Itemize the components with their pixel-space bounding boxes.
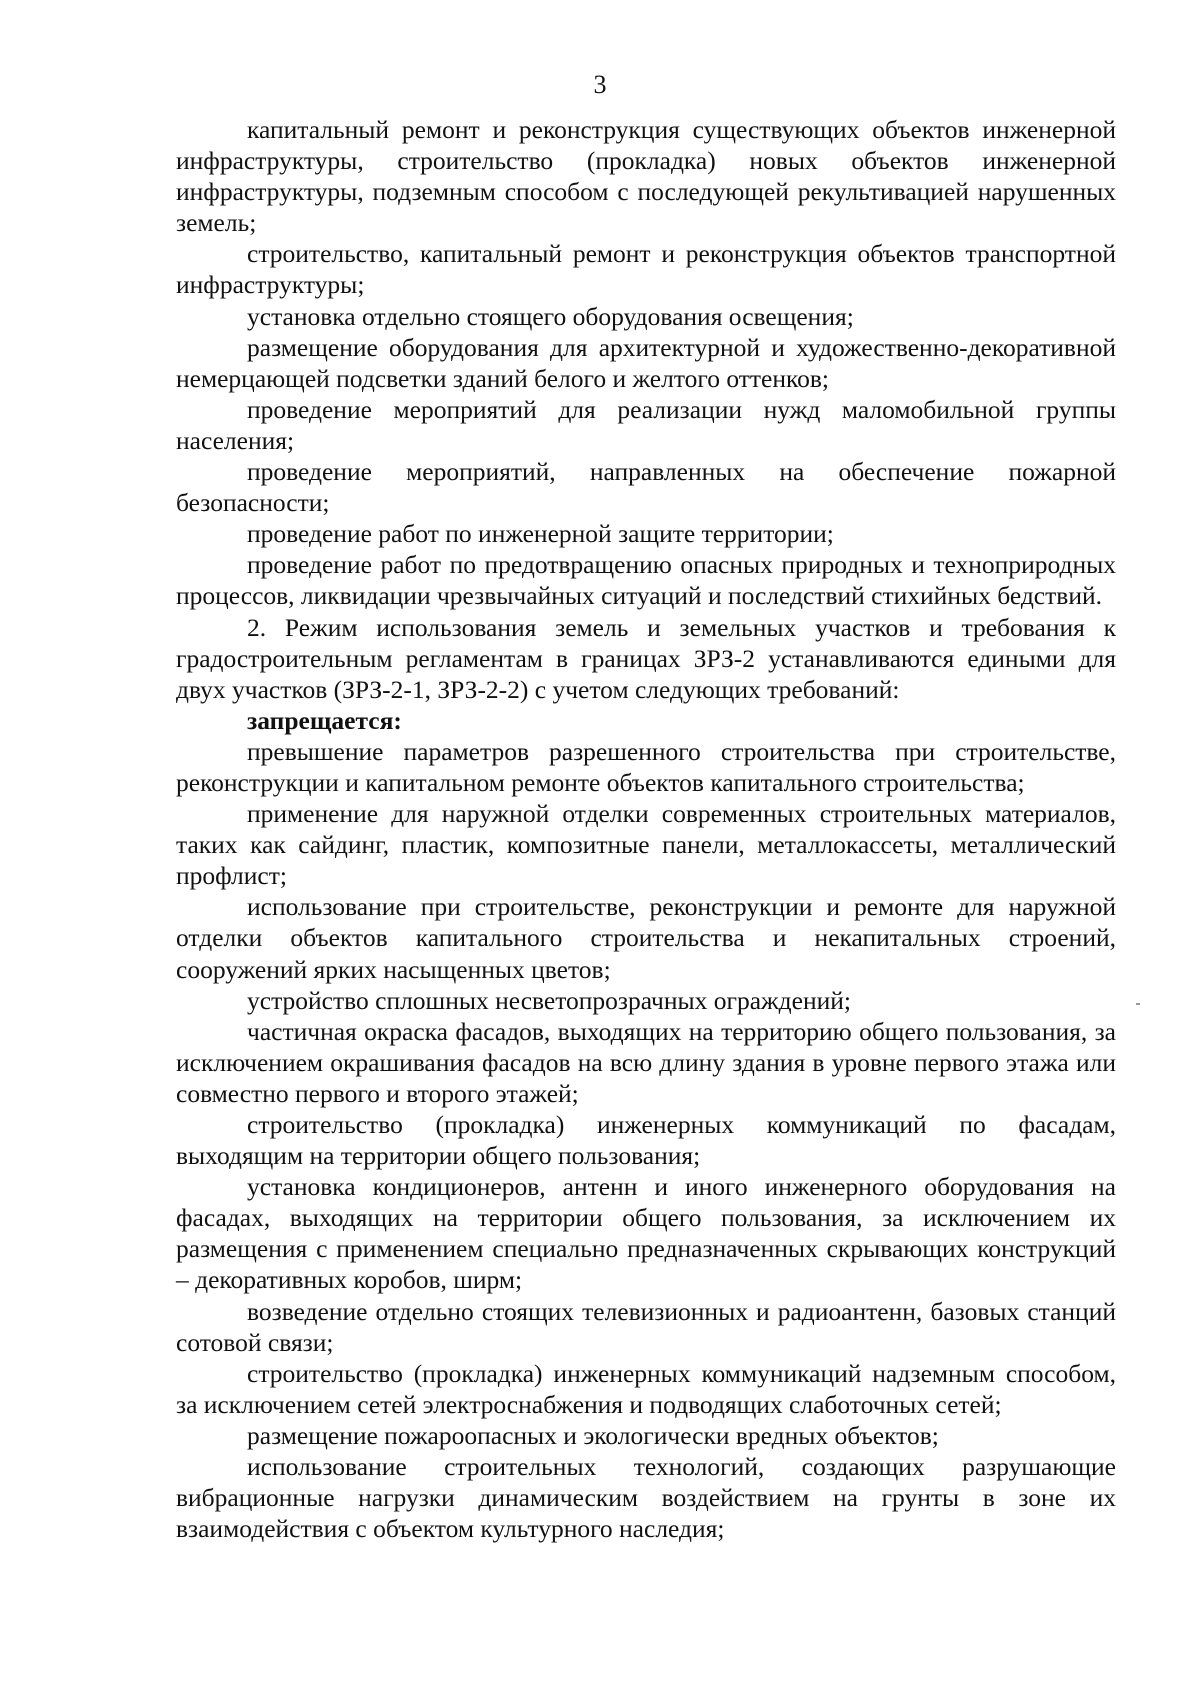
page-number: 3 [593,70,607,99]
paragraph-bright-colors: использование при строительстве, реконструкции и ремонте для наружной отделки объектов капитального строительства и некапитальных строений, сооружений ярких насыщенных цветов; [176,892,1116,984]
paragraph-solid-fences: устройство сплошных несветопрозрачных ограждений; [247,985,851,1015]
paragraph-capital-repair-engineering: капитальный ремонт и реконструкция существующих объектов инженерной инфраструктуры, строительство (прокладка) новых объектов инженерной инфраструктуры, подземным способом с последующей рекультивацией нарушенных земель; [176,115,1116,238]
paragraph-facade-communications: строительство (прокладка) инженерных коммуникаций по фасадам, выходящим на территории общего пользования; [176,1110,1116,1171]
paragraph-exceeding-parameters: превышение параметров разрешенного строительства при строительстве, реконструкции и капитальном ремонте объектов капитального строительства; [176,736,1116,797]
paragraph-hazard-prevention: проведение работ по предотвращению опасных природных и техноприродных процессов, ликвидации чрезвычайных ситуаций и последствий стихийных бедствий. [176,550,1116,611]
document-body [176,114,1116,1544]
prohibited-heading: запрещается: [247,705,402,735]
paragraph-overground-communications: строительство (прокладка) инженерных коммуникаций надземным способом, за исключением сетей электроснабжения и подводящих слаботочных сетей; [176,1358,1116,1419]
scan-mark [1136,1003,1140,1005]
paragraph-low-mobility-needs: проведение мероприятий для реализации нужд маломобильной группы населения; [176,394,1116,455]
paragraph-lighting-equipment: установка отдельно стоящего оборудования освещения; [247,301,854,331]
paragraph-decorative-lighting: размещение оборудования для архитектурной и художественно-декоративной немерцающей подсветки зданий белого и желтого оттенков; [176,332,1116,393]
paragraph-partial-facade-painting: частичная окраска фасадов, выходящих на территорию общего пользования, за исключением окрашивания фасадов на всю длину здания в уровне первого этажа или совместно первого и второго этажей; [176,1016,1116,1108]
paragraph-transport-infrastructure: строительство, капитальный ремонт и реконструкция объектов транспортной инфраструктуры; [176,239,1116,300]
paragraph-zrz-2-regime: 2. Режим использования земель и земельных участков и требования к градостроительным регламентам в границах ЗРЗ-2 устанавливаются едиными для двух участков (ЗРЗ-2-1, ЗРЗ-2-2) с учетом следующих требований: [176,612,1116,704]
paragraph-engineering-protection: проведение работ по инженерной защите территории; [247,519,834,549]
paragraph-fire-safety: проведение мероприятий, направленных на обеспечение пожарной безопасности; [176,457,1116,518]
paragraph-vibration-technologies: использование строительных технологий, создающих разрушающие вибрационные нагрузки динамическим воздействием на грунты в зоне их взаимодействия с объектом культурного наследия; [176,1452,1116,1544]
paragraph-air-conditioners: установка кондиционеров, антенн и иного инженерного оборудования на фасадах, выходящих на территории общего пользования, за исключением их размещения с применением специально предназначенных скрывающих конструкций – декоративных коробов, ширм; [176,1172,1116,1295]
paragraph-modern-materials: применение для наружной отделки современных строительных материалов, таких как сайдинг, пластик, композитные панели, металлокассеты, металлический профлист; [176,799,1116,891]
paragraph-antennas: возведение отдельно стоящих телевизионных и радиоантенн, базовых станций сотовой связи; [176,1296,1116,1357]
paragraph-hazardous-objects: размещение пожароопасных и экологически вредных объектов; [247,1420,939,1450]
